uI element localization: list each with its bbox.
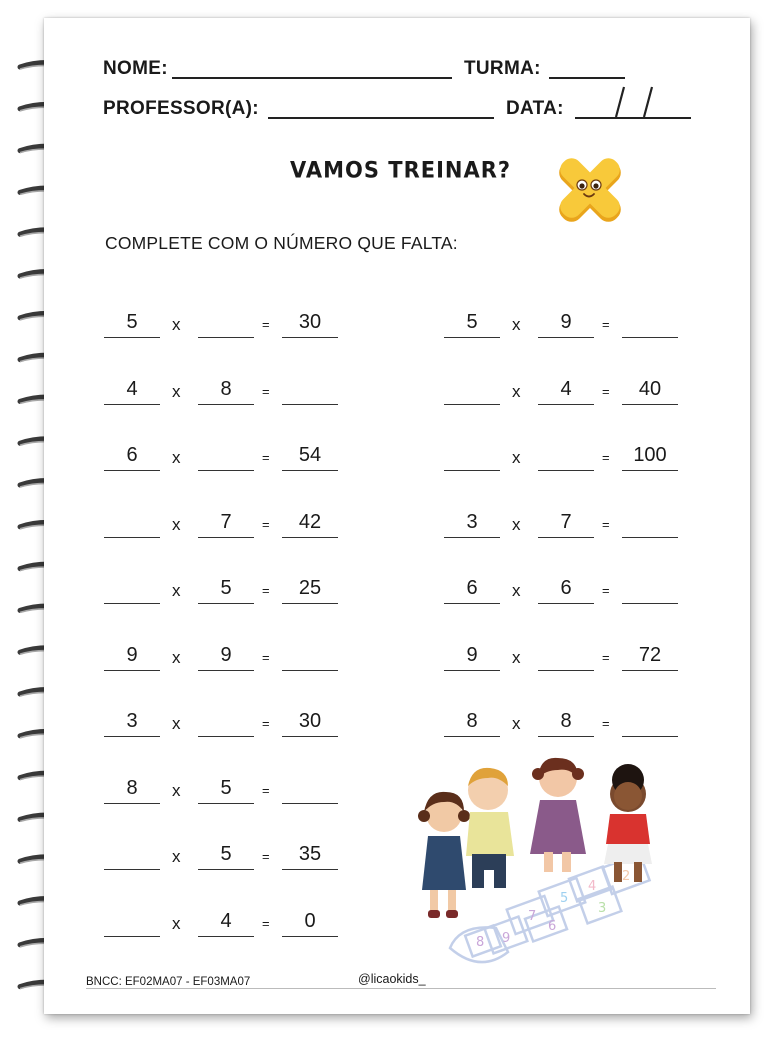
product-slot[interactable]: 35 bbox=[282, 839, 338, 870]
equals-sign: = bbox=[262, 649, 270, 665]
factor-b-slot[interactable]: 9 bbox=[538, 307, 594, 338]
factor-b-slot[interactable] bbox=[538, 440, 594, 471]
equals-sign: = bbox=[262, 516, 270, 532]
instruction-text: COMPLETE COM O NÚMERO QUE FALTA: bbox=[105, 233, 458, 253]
product-slot[interactable] bbox=[282, 773, 338, 804]
page-title: VAMOS TREINAR? bbox=[290, 157, 512, 183]
svg-text:2: 2 bbox=[622, 869, 631, 884]
factor-b-slot[interactable]: 7 bbox=[198, 507, 254, 538]
multiply-sign: x bbox=[512, 381, 521, 401]
date-separators bbox=[600, 84, 660, 120]
svg-text:6: 6 bbox=[548, 919, 557, 934]
multiply-sign: x bbox=[172, 714, 181, 733]
equals-sign: = bbox=[602, 317, 610, 332]
factor-a-slot[interactable] bbox=[104, 839, 160, 870]
multiply-sign: x bbox=[172, 647, 181, 667]
factor-b-slot[interactable] bbox=[198, 307, 254, 338]
multiply-sign: x bbox=[512, 581, 521, 600]
factor-b-slot[interactable]: 5 bbox=[198, 839, 254, 870]
factor-a-slot[interactable]: 4 bbox=[104, 374, 160, 405]
equals-sign: = bbox=[602, 383, 610, 399]
multiply-sign: x bbox=[172, 514, 181, 534]
equals-sign: = bbox=[262, 317, 270, 332]
factor-b-slot[interactable]: 7 bbox=[538, 507, 594, 538]
equals-sign: = bbox=[262, 383, 270, 399]
factor-b-slot[interactable]: 8 bbox=[198, 374, 254, 405]
multiply-sign: x bbox=[172, 448, 181, 467]
factor-a-slot[interactable]: 3 bbox=[104, 706, 160, 737]
factor-a-slot[interactable]: 9 bbox=[444, 640, 500, 671]
factor-a-slot[interactable] bbox=[104, 573, 160, 604]
product-slot[interactable]: 25 bbox=[282, 573, 338, 604]
multiply-sign: x bbox=[512, 514, 521, 534]
product-slot[interactable]: 100 bbox=[622, 440, 678, 471]
bncc-code: BNCC: EF02MA07 - EF03MA07 bbox=[86, 976, 251, 988]
factor-a-slot[interactable] bbox=[104, 906, 160, 937]
factor-b-slot[interactable]: 5 bbox=[198, 773, 254, 804]
svg-text:7: 7 bbox=[528, 909, 537, 924]
factor-a-slot[interactable]: 3 bbox=[444, 507, 500, 538]
equals-sign: = bbox=[602, 516, 610, 532]
equals-sign: = bbox=[262, 450, 270, 465]
multiply-sign: x bbox=[512, 315, 521, 334]
factor-a-slot[interactable]: 5 bbox=[104, 307, 160, 338]
factor-a-slot[interactable]: 9 bbox=[104, 640, 160, 671]
factor-a-slot[interactable]: 8 bbox=[104, 773, 160, 804]
product-slot[interactable]: 42 bbox=[282, 507, 338, 538]
multiply-sign: x bbox=[512, 448, 521, 467]
multiply-sign: x bbox=[172, 913, 181, 933]
name-field-line[interactable] bbox=[172, 77, 452, 79]
factor-b-slot[interactable] bbox=[198, 706, 254, 737]
multiply-sign: x bbox=[512, 647, 521, 667]
multiply-sign: x bbox=[172, 381, 181, 401]
product-slot[interactable] bbox=[622, 507, 678, 538]
factor-a-slot[interactable]: 5 bbox=[444, 307, 500, 338]
equals-sign: = bbox=[602, 583, 610, 598]
factor-a-slot[interactable]: 6 bbox=[104, 440, 160, 471]
multiply-sign: x bbox=[512, 714, 521, 733]
product-slot[interactable]: 40 bbox=[622, 374, 678, 405]
factor-a-slot[interactable] bbox=[104, 507, 160, 538]
factor-b-slot[interactable]: 5 bbox=[198, 573, 254, 604]
equals-sign: = bbox=[602, 649, 610, 665]
teacher-label: PROFESSOR(A): bbox=[103, 98, 259, 119]
product-slot[interactable] bbox=[282, 374, 338, 405]
class-label: TURMA: bbox=[464, 58, 541, 79]
equals-sign: = bbox=[262, 782, 270, 798]
product-slot[interactable]: 30 bbox=[282, 706, 338, 737]
multiply-sign: x bbox=[172, 780, 181, 800]
product-slot[interactable]: 0 bbox=[282, 906, 338, 937]
factor-b-slot[interactable]: 6 bbox=[538, 573, 594, 604]
equals-sign: = bbox=[262, 849, 270, 864]
factor-b-slot[interactable] bbox=[538, 640, 594, 671]
factor-a-slot[interactable] bbox=[444, 440, 500, 471]
factor-b-slot[interactable] bbox=[198, 440, 254, 471]
product-slot[interactable] bbox=[622, 573, 678, 604]
date-label: DATA: bbox=[506, 98, 564, 119]
product-slot[interactable]: 72 bbox=[622, 640, 678, 671]
factor-b-slot[interactable]: 8 bbox=[538, 706, 594, 737]
product-slot[interactable] bbox=[282, 640, 338, 671]
multiply-sign: x bbox=[172, 847, 181, 866]
equals-sign: = bbox=[602, 716, 610, 731]
product-slot[interactable] bbox=[622, 706, 678, 737]
svg-text:3: 3 bbox=[598, 901, 607, 916]
equals-sign: = bbox=[262, 915, 270, 931]
equals-sign: = bbox=[262, 716, 270, 731]
svg-text:5: 5 bbox=[560, 891, 569, 906]
product-slot[interactable] bbox=[622, 307, 678, 338]
svg-text:9: 9 bbox=[502, 931, 511, 946]
kids-hopscotch-illustration bbox=[410, 752, 680, 974]
teacher-field-line[interactable] bbox=[268, 117, 494, 119]
product-slot[interactable]: 54 bbox=[282, 440, 338, 471]
product-slot[interactable]: 30 bbox=[282, 307, 338, 338]
multiply-sign: x bbox=[172, 581, 181, 600]
svg-text:4: 4 bbox=[588, 879, 597, 894]
name-label: NOME: bbox=[103, 58, 168, 79]
svg-text:8: 8 bbox=[476, 935, 485, 950]
factor-a-slot[interactable] bbox=[444, 374, 500, 405]
factor-b-slot[interactable]: 4 bbox=[198, 906, 254, 937]
author-handle: @licaokids_ bbox=[358, 972, 426, 986]
multiply-icon bbox=[548, 150, 632, 230]
factor-a-slot[interactable]: 8 bbox=[444, 706, 500, 737]
footer-divider bbox=[86, 988, 716, 989]
equals-sign: = bbox=[262, 583, 270, 598]
factor-b-slot[interactable]: 4 bbox=[538, 374, 594, 405]
factor-a-slot[interactable]: 6 bbox=[444, 573, 500, 604]
factor-b-slot[interactable]: 9 bbox=[198, 640, 254, 671]
class-field-line[interactable] bbox=[549, 77, 625, 79]
multiply-sign: x bbox=[172, 315, 181, 334]
equals-sign: = bbox=[602, 450, 610, 465]
